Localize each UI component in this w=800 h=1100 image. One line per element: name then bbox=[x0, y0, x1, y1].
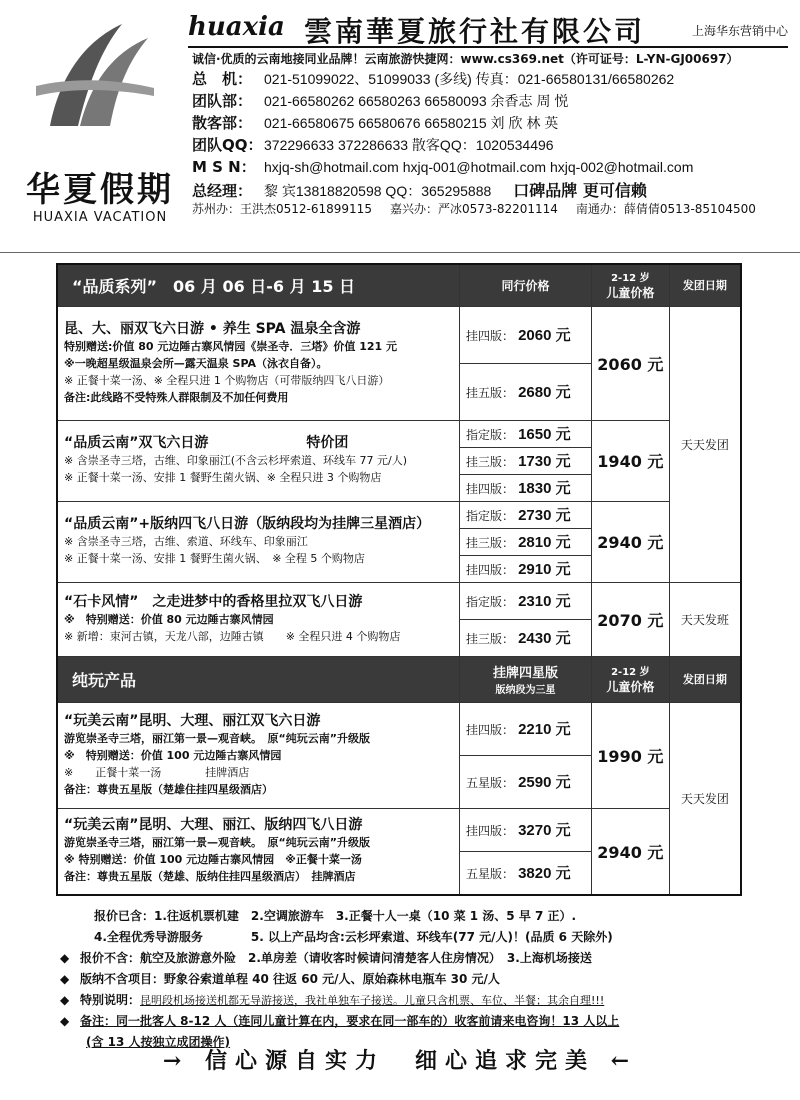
child-price-header: 2-12 岁 儿童价格 bbox=[591, 264, 669, 306]
price-cell: 挂三版： 2810 元 bbox=[460, 528, 592, 555]
departure-cell: 天天发班 bbox=[669, 582, 741, 656]
contact-row: 团队部： 021-66580262 66580263 66580093 余香志 周 悦 bbox=[192, 92, 569, 110]
note-remark: ◆ 备注：同一批客人 8-12 人（连同儿童计算在内，要求在同一部车的）收客前请来电咨询！13 人以上 bbox=[58, 1011, 748, 1032]
logo bbox=[8, 10, 178, 225]
price-cell: 指定版： 1650 元 bbox=[460, 420, 592, 447]
product-title: “品质云南”双飞六日游 特价团 bbox=[64, 435, 349, 451]
price-cell: 挂三版： 2430 元 bbox=[460, 619, 592, 656]
section-header-pure bbox=[57, 656, 741, 702]
product-cell: “石卡风情” 之走进梦中的香格里拉双飞八日游 ※ 特别赠送：价值 80 元边陲古寨风情园 ※ 新增：束河古镇，天龙八部，边陲古镇 ※ 全程只进 4 个购物店 bbox=[57, 582, 460, 656]
price-cell: 指定版： 2310 元 bbox=[460, 582, 592, 619]
price-cell: 五星版： 2590 元 bbox=[460, 755, 592, 808]
diamond-icon: ◆ bbox=[60, 972, 70, 986]
logo-en: HUAXIA VACATION bbox=[32, 210, 168, 225]
child-price: 2940 元 bbox=[591, 808, 669, 895]
product-title: “玩美云南”昆明、大理、丽江、版纳四飞八日游 bbox=[64, 817, 363, 833]
contact-row: M S N： hxjq-sh@hotmail.com hxjq-001@hotmail.com hxjq-002@hotmail.com bbox=[192, 158, 694, 176]
departure-header: 发团日期 bbox=[669, 656, 741, 702]
price-cell: 挂四版： 1830 元 bbox=[460, 474, 592, 501]
product-title: “玩美云南”昆明、大理、丽江双飞六日游 bbox=[64, 712, 321, 729]
notes bbox=[58, 906, 748, 1053]
office-nantong: 南通办：薛倩倩0513-85104500 bbox=[575, 202, 756, 216]
brand-slogan: 口碑品牌 更可信赖 bbox=[513, 181, 647, 200]
section-header-quality bbox=[57, 264, 741, 306]
child-price: 2940 元 bbox=[591, 501, 669, 582]
price-cell: 指定版： 2730 元 bbox=[460, 501, 592, 528]
child-price: 1990 元 bbox=[591, 702, 669, 808]
contact-info bbox=[192, 50, 792, 218]
branch-name: 上海华东营销中心 bbox=[691, 24, 788, 38]
table-row bbox=[57, 582, 741, 619]
brand-divider bbox=[188, 46, 788, 48]
contact-row: 总 机： 021-51099022、51099033 (多线) 传真：021-66580131/66580262 bbox=[192, 70, 675, 88]
peer-price-header: 挂牌四星版 版纳段为三星 bbox=[460, 656, 592, 702]
logo-cn: 华夏假期 bbox=[26, 170, 174, 210]
departure-cell: 天天发团 bbox=[669, 306, 741, 582]
child-price-header: 2-12 岁 儿童价格 bbox=[591, 656, 669, 702]
departure-header: 发团日期 bbox=[669, 264, 741, 306]
table-row bbox=[57, 702, 741, 755]
product-cell: “玩美云南”昆明、大理、丽江、版纳四飞八日游 游览崇圣寺三塔，丽江第一景—观音峡。 原“纯玩云南”升级版 ※ 特别赠送：价值 100 元边陲古寨风情园 ※正餐十菜一汤 备注：尊贵五星版（楚雄、版纳住挂四星级酒店） 挂牌酒店 bbox=[57, 808, 460, 895]
product-title: “石卡风情” 之走进梦中的香格里拉双飞八日游 bbox=[64, 593, 363, 610]
product-title: 昆、大、丽双飞六日游 • 养生 SPA 温泉全含游 bbox=[64, 320, 361, 337]
table-row bbox=[57, 420, 741, 447]
price-cell: 挂四版： 3270 元 bbox=[460, 808, 592, 851]
note-included: 报价已含：1.往返机票机建 2.空调旅游车 3.正餐十人一桌（10 菜 1 汤、5 早 7 正）. bbox=[94, 909, 577, 923]
diamond-icon: ◆ bbox=[60, 993, 70, 1007]
child-price: 2060 元 bbox=[591, 306, 669, 420]
price-cell: 挂三版： 1730 元 bbox=[460, 447, 592, 474]
table-row bbox=[57, 306, 741, 363]
note-excluded: ◆ 报价不含：航空及旅游意外险 2.单房差（请收客时候请问清楚客人住房情况） 3.上海机场接送 bbox=[58, 948, 748, 969]
brand-row bbox=[188, 10, 788, 46]
note-included-2: 4.全程优秀导游服务 5. 以上产品均含:云杉坪索道、环线车(77 元/人)！(品质 6 天除外) bbox=[94, 930, 613, 944]
note-special: ◆ 特别说明：昆明段机场接送机都无导游接送，我社单独车子接送。儿童只含机票、车位、半餐；其余自理!!! bbox=[58, 990, 748, 1011]
product-cell: 昆、大、丽双飞六日游 • 养生 SPA 温泉全含游 特别赠送:价值 80 元边陲古寨风情园《崇圣寺．三塔》价值 121 元 ※一晚超星级温泉会所—露天温泉 SPA（泳衣自备）。 ※ 正餐十菜一汤、※ 全程只进 1 个购物店（可带版纳四飞八日游） 备注:此线路不受特殊人群限制及不加任何费用 bbox=[57, 306, 460, 420]
product-cell: “玩美云南”昆明、大理、丽江双飞六日游 游览崇圣寺三塔，丽江第一景—观音峡。 原“纯玩云南”升级版 ※ 特别赠送：价值 100 元边陲古寨风情园 ※ 正餐十菜一汤 挂牌酒店 备注：尊贵五星版（楚雄住挂四星级酒店） bbox=[57, 702, 460, 808]
bottom-slogan: → 信心源自实力 细心追求完美 ← bbox=[162, 1048, 638, 1074]
price-cell: 挂四版： 2910 元 bbox=[460, 555, 592, 582]
product-cell: “品质云南”双飞六日游 特价团 ※ 含崇圣寺三塔，古维、印象丽江(不含云杉坪索道、环线车 77 元/人) ※ 正餐十菜一汤、安排 1 餐野生菌火锅、※ 全程只进 3 个购物店 bbox=[57, 420, 460, 501]
table-row bbox=[57, 808, 741, 851]
brand-script: huaxia bbox=[188, 12, 285, 42]
office-jiaxing: 嘉兴办：严冰0573-82201114 bbox=[389, 202, 558, 216]
departure-cell: 天天发团 bbox=[669, 702, 741, 895]
peer-price-header: 同行价格 bbox=[460, 264, 592, 306]
product-cell: “品质云南”+版纳四飞八日游（版纳段均为挂牌三星酒店） ※ 含崇圣寺三塔，古维、索道、环线车、印象丽江 ※ 正餐十菜一汤、安排 1 餐野生菌火锅、 ※ 全程 5 个购物店 bbox=[57, 501, 460, 582]
price-cell: 挂四版： 2210 元 bbox=[460, 702, 592, 755]
product-title: “品质云南”+版纳四飞八日游（版纳段均为挂牌三星酒店） bbox=[64, 516, 431, 532]
section-title: 纯玩产品 bbox=[57, 656, 460, 702]
section-title: “品质系列” 06 月 06 日-6 月 15 日 bbox=[57, 264, 460, 306]
office-suzhou: 苏州办：王洪杰0512-61899115 bbox=[192, 202, 372, 216]
contact-row: 团队QQ：372296633 372286633 散客QQ：1020534496 bbox=[192, 136, 554, 154]
diamond-icon: ◆ bbox=[60, 951, 70, 965]
offices-row bbox=[192, 200, 792, 218]
price-table bbox=[56, 263, 742, 896]
price-cell: 挂五版： 2680 元 bbox=[460, 363, 592, 420]
child-price: 2070 元 bbox=[591, 582, 669, 656]
diamond-icon: ◆ bbox=[60, 1014, 70, 1028]
logo-mark-icon bbox=[30, 16, 160, 136]
tagline: 诚信·优质的云南地接同业品牌！云南旅游快捷网：www.cs369.net（许可证号：L-YN-GJ00697） bbox=[192, 52, 739, 66]
manager-row: 总经理： 黎 宾13818820598 QQ：365295888 口碑品牌 更可信赖 bbox=[192, 181, 647, 200]
header bbox=[0, 0, 800, 253]
price-cell: 五星版： 3820 元 bbox=[460, 851, 592, 895]
child-price: 1940 元 bbox=[591, 420, 669, 501]
price-cell: 挂四版： 2060 元 bbox=[460, 306, 592, 363]
table-row bbox=[57, 501, 741, 528]
company-name: 雲南華夏旅行社有限公司 bbox=[304, 15, 646, 48]
note-remark-2: (含 13 人按独立成团操作) bbox=[86, 1035, 231, 1049]
contact-row: 散客部： 021-66580675 66580676 66580215 刘 欣 林 英 bbox=[192, 114, 559, 132]
note-banna: ◆ 版纳不含项目：野象谷索道单程 40 往返 60 元/人、原始森林电瓶车 30 元/人 bbox=[58, 969, 748, 990]
